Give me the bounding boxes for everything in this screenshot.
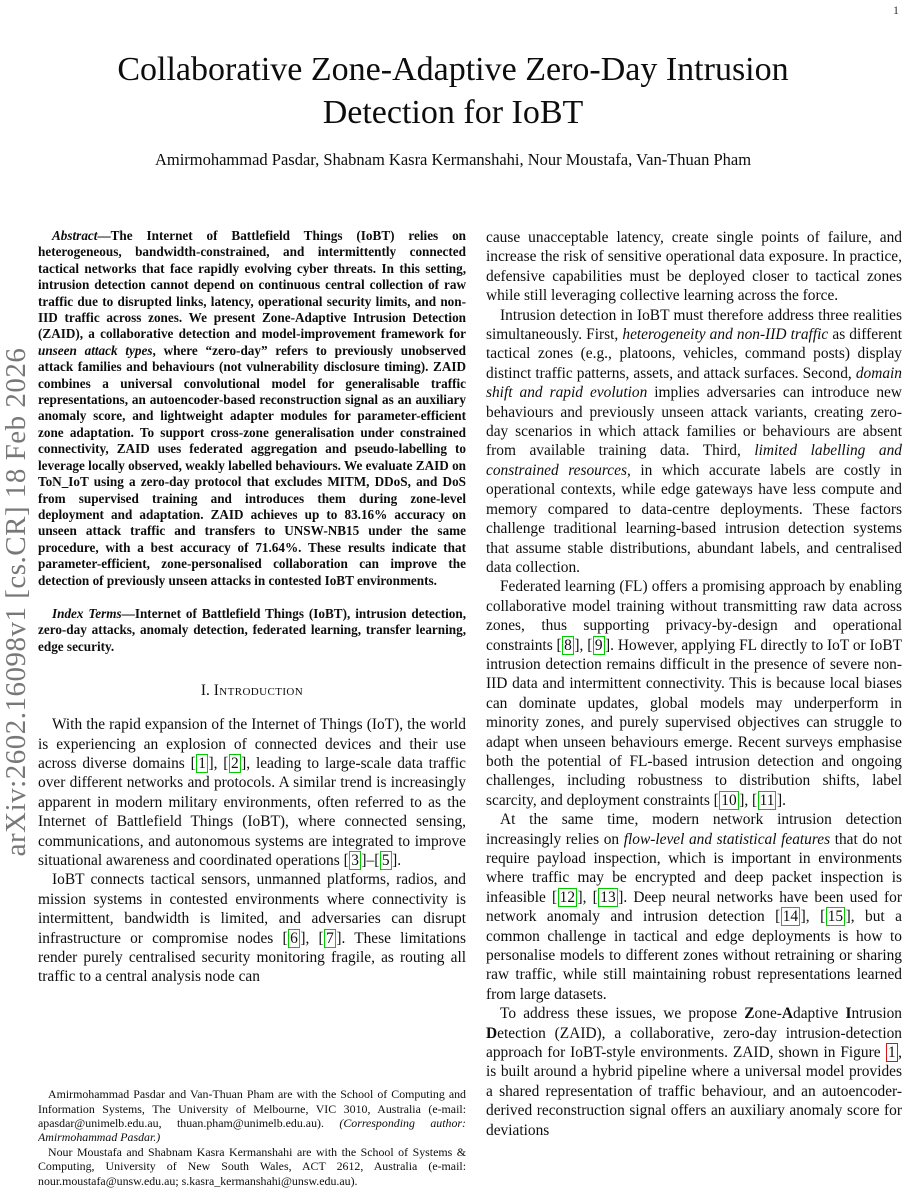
text-segment: (Corresponding author: Amirmohammad Pasdar.) — [38, 1115, 466, 1145]
text-segment: unseen attack types — [38, 342, 153, 358]
section-title: Introduction — [213, 682, 304, 700]
footnote-affiliation-1 — [38, 1087, 466, 1145]
citation-ref[interactable]: 7 — [326, 929, 334, 947]
text-segment: To address these issues, we propose — [500, 1005, 745, 1023]
paper-title-line2: Detection for IoBT — [322, 94, 584, 131]
text-segment: —The Internet of Battlefield Things (IoBT) relies on heterogeneous, bandwidth-constrained, and intermittently connected tactical networks that face rapidly evolving cyber threats. In this setting, intrusion detection cannot depend on continuous central collection of raw traffic due to disrupted links, latency, operational security limits, and non-IID traffic across zones. We present Zone-Adaptive Intrusion Detection (ZAID), a collaborative detection and model-improvement framework for — [38, 228, 466, 342]
paper-title — [50, 48, 856, 134]
text-segment: D — [486, 1024, 498, 1042]
text-segment: flow-level and statistical features — [623, 830, 831, 848]
text-segment: Nour Moustafa and Shabnam Kasra Kermanshahi are with the School of Systems & Computing, University of New South Wales, ACT 2612, Australia (e-mail: nour.moustafa@unsw.edu.au; s.kasra_kermanshahi@unsw.edu.au). — [38, 1144, 466, 1188]
text-segment: , is built around a hybrid pipeline where a universal model provides a shared representation of traffic behaviour, and an autoencoder-derived reconstruction signal offers an auxiliary anomaly score for deviations — [486, 1044, 902, 1139]
intro-paragraph-2 — [38, 870, 466, 986]
text-segment: ]–[ — [361, 852, 380, 869]
text-segment: ], [ — [577, 888, 598, 906]
text-segment: Amirmohammad Pasdar and Van-Thuan Pham are with the School of Computing and Information Systems, The University of Melbourne, VIC 3010, Australia (e-mail: apasdar@unimelb.edu.au, thuan.pham@unimelb.edu.au). — [38, 1087, 466, 1130]
text-segment: A — [781, 1005, 794, 1023]
text-segment: With the rapid expansion of the Internet of Things (IoT), the world is experiencing an explosion of connected devices and their use across diverse domains [ — [38, 716, 466, 772]
page-number: 1 — [893, 3, 899, 17]
citation-ref[interactable]: 14 — [782, 908, 799, 926]
abstract-label: Abstract — [52, 228, 98, 243]
citation-ref[interactable]: 9 — [594, 636, 603, 654]
paragraph-federated-learning — [486, 577, 902, 810]
figure-ref[interactable]: 1 — [887, 1044, 896, 1062]
text-segment: daptive — [793, 1005, 846, 1023]
paragraph-zaid-proposal — [486, 1004, 902, 1140]
text-segment: ntrusion — [851, 1005, 902, 1023]
text-segment: that do not require payload inspection, which is important in environments where traffic may be encrypted and deep packet inspection is infeasible [ — [486, 830, 902, 906]
section-number: I. — [200, 682, 210, 700]
text-segment: ]. However, applying FL directly to IoT or IoBT intrusion detection remains difficult in the presence of severe non-IID data and intermittent connectivity. This is because local biases can dominate updates, global models may underperform in minority zones, and purely supervised objectives can struggle to adapt when unseen behaviours emerge. Recent surveys emphasise both the potential of FL-based intrusion detection and ongoing challenges, including robustness to distribution shifts, label scarcity, and deployment constraints [ — [486, 636, 902, 809]
text-segment: At the same time, modern network intrusion detection increasingly relies on — [486, 811, 902, 848]
text-segment: heterogeneity and non-IID traffic — [622, 326, 829, 344]
text-segment: domain shift and rapid evolution — [486, 364, 902, 402]
abstract — [38, 228, 466, 589]
left-column — [38, 228, 466, 1194]
author-footnote — [38, 1087, 466, 1188]
citation-ref[interactable]: 8 — [564, 636, 572, 654]
text-segment: as different tactical zones (e.g., platoons, vehicles, command posts) display distinct traffic patterns, assets, and attack surfaces. Second, — [486, 326, 902, 382]
text-segment: ], [ — [208, 754, 229, 772]
citation-ref[interactable]: 11 — [759, 791, 775, 809]
text-segment: one- — [754, 1005, 782, 1023]
text-segment: limited labelling and constrained resources — [486, 442, 902, 479]
text-segment: IoBT connects tactical sensors, unmanned platforms, radios, and mission systems in contested environments where connectivity is intermittent, bandwidth is limited, and adversaries can disrupt infrastructure or compromise nodes [ — [38, 871, 466, 947]
text-segment: ], but a common challenge in tactical and edge deployments is how to personalise models to different zones without retraining or sharing raw traffic, while still maintaining robust representations learned from large datasets. — [486, 908, 902, 1003]
text-segment: ]. — [392, 852, 402, 869]
authors-line: Amirmohammad Pasdar, Shabnam Kasra Kermanshahi, Nour Moustafa, Van-Thuan Pham — [154, 150, 752, 169]
section-heading-introduction — [38, 682, 466, 700]
citation-ref[interactable]: 5 — [381, 852, 390, 869]
citation-ref[interactable]: 10 — [721, 791, 737, 809]
intro-paragraph-1 — [38, 715, 466, 870]
text-segment: implies adversaries can introduce new behaviours and previously unseen attack variants, creating zero-day scenarios in which attack families or behaviours are absent from available training data. Third, — [486, 384, 902, 460]
paragraph-flow-features — [486, 810, 902, 1004]
text-segment: ], [ — [574, 636, 593, 654]
citation-ref[interactable]: 12 — [559, 888, 576, 906]
text-segment: ], [ — [739, 791, 758, 809]
text-segment: Federated learning (FL) offers a promising approach by enabling collaborative model training without transmitting raw data across zones, thus supporting privacy-by-design and operational constraints [ — [486, 578, 902, 654]
right-column — [486, 228, 902, 1194]
abstract-text — [38, 228, 466, 588]
text-segment: , where “zero-day” refers to previously unobserved attack families and behaviours (not vulnerability disclosure timing). ZAID combines a universal convolutional model for generalisable traffic representations, an autoencoder-based reconstruction signal as an auxiliary anomaly score, and lightweight adapter modules for parameter-efficient zone adaptation. To support cross-zone generalisation under constrained connectivity, ZAID uses federated aggregation and pseudo-labelling to leverage locally observed, weakly labelled behaviours. We evaluate ZAID on ToN_IoT using a zero-day protocol that excludes MITM, DDoS, and DoS from supervised training and introduces them during zone-level deployment and adaptation. ZAID achieves up to 83.16% accuracy on unseen attack traffic and transfers to UNSW-NB15 under the same procedure, with a best accuracy of 71.64%. These results indicate that parameter-efficient, zone-personalised collaboration can improve the detection of previously unseen attacks in contested IoBT environments. — [38, 342, 466, 588]
text-segment: ], leading to large-scale data traffic over different networks and protocols. A similar trend is increasingly apparent in modern military environments, often referred to as the Internet of Battlefield Things (IoBT), where connected sensing, communications, and autonomous systems are integrated to improve situational awareness and coordinated operations [ — [38, 754, 466, 869]
text-segment: —Internet of Battlefield Things (IoBT), intrusion detection, zero-day attacks, anomaly detection, federated learning, transfer learning, edge security. — [38, 605, 466, 654]
text-segment: cause unacceptable latency, create single points of failure, and increase the risk of sensitive operational data exposure. In practice, defensive capabilities must be deployed closer to tactical zones while still leveraging collective learning across the force. — [486, 229, 902, 305]
citation-ref[interactable]: 13 — [600, 888, 616, 906]
text-segment: ]. — [776, 791, 786, 809]
index-terms — [38, 606, 466, 655]
text-segment: ]. These limitations render purely centralised security monitoring fragile, as routing all traffic to a central analysis node can — [38, 929, 466, 986]
citation-ref[interactable]: 15 — [827, 908, 844, 926]
citation-ref[interactable]: 3 — [351, 852, 359, 869]
text-segment: I — [845, 1005, 852, 1023]
paragraph-continuation — [486, 228, 902, 306]
paragraph-three-realities — [486, 306, 902, 578]
citation-ref[interactable]: 6 — [290, 929, 298, 947]
text-segment: ], [ — [800, 908, 826, 926]
paper-title-line1: Collaborative Zone-Adaptive Zero-Day Intrusion — [117, 51, 789, 88]
footnote-affiliation-2 — [38, 1145, 466, 1188]
arxiv-watermark: arXiv:2602.16098v1 [cs.CR] 18 Feb 2026 — [0, 347, 32, 857]
citation-ref[interactable]: 1 — [198, 754, 206, 772]
text-segment: , in which accurate labels are costly in operational contexts, while edge gateways have less compute and memory compared to data-centre deployments. These factors challenge traditional learning-based intrusion detection systems that assume stable distributions, abundant labels, and centralised data collection. — [486, 461, 902, 576]
text-segment: ]. Deep neural networks have been used for network anomaly and intrusion detection [ — [486, 888, 902, 926]
text-segment: Z — [744, 1005, 755, 1023]
citation-ref[interactable]: 2 — [230, 754, 239, 772]
index-terms-label: Index Terms — [52, 605, 122, 621]
text-segment: ], [ — [300, 929, 324, 947]
text-segment: etection (ZAID), a collaborative, zero-day intrusion-detection approach for IoBT-style environments. ZAID, shown in Figure — [486, 1024, 902, 1062]
text-segment: Intrusion detection in IoBT must therefore address three realities simultaneously. First, — [486, 306, 902, 344]
